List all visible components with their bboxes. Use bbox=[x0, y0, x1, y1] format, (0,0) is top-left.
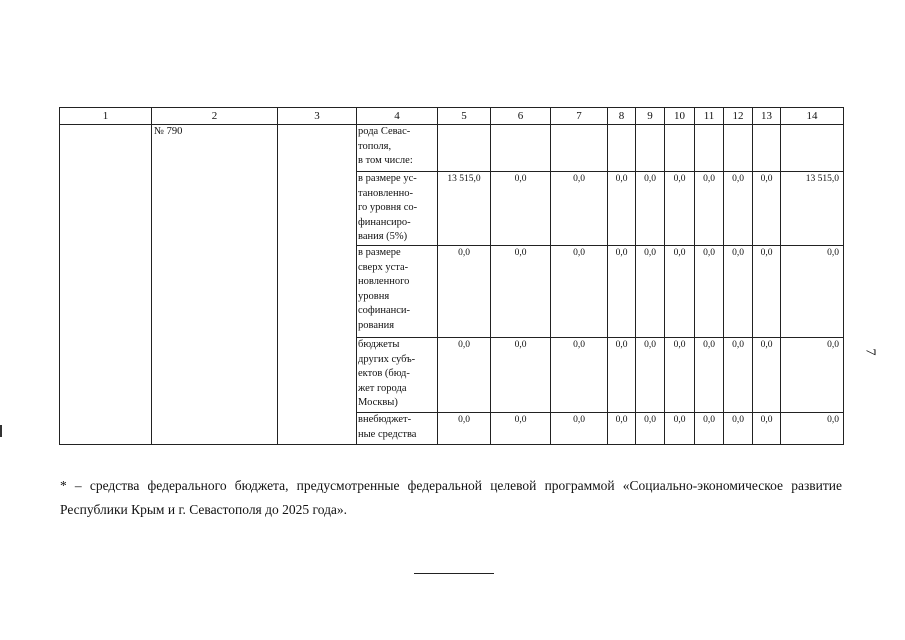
table-header-row bbox=[60, 108, 844, 125]
value-cell: 0,0 bbox=[695, 246, 724, 338]
separator-line bbox=[414, 573, 494, 574]
row-desc-cell: в размере сверх уста- новленного уровня софинанси- рования bbox=[357, 246, 438, 338]
value-cell: 0,0 bbox=[781, 338, 844, 413]
value-cell: 0,0 bbox=[551, 338, 608, 413]
header-cell: 2 bbox=[152, 108, 278, 125]
header-cell: 12 bbox=[724, 108, 753, 125]
value-cell: 0,0 bbox=[665, 172, 695, 246]
row-desc-cell: бюджеты других субъ- ектов (бюд- жет города Москвы) bbox=[357, 338, 438, 413]
header-cell: 3 bbox=[278, 108, 357, 125]
row-desc-cell: в размере ус- тановленно- го уровня со- финансиро- вания (5%) bbox=[357, 172, 438, 246]
value-cell: 0,0 bbox=[753, 246, 781, 338]
value-cell: 0,0 bbox=[636, 338, 665, 413]
header-cell: 7 bbox=[551, 108, 608, 125]
value-cell: 0,0 bbox=[724, 413, 753, 445]
value-cell: 0,0 bbox=[491, 338, 551, 413]
budget-table bbox=[59, 107, 844, 445]
value-cell: 0,0 bbox=[695, 338, 724, 413]
header-cell: 8 bbox=[608, 108, 636, 125]
value-cell: 0,0 bbox=[724, 246, 753, 338]
desc-line: тополя, bbox=[358, 140, 392, 152]
value-cell: 0,0 bbox=[695, 172, 724, 246]
value-cell: 0,0 bbox=[438, 246, 491, 338]
header-cell: 5 bbox=[438, 108, 491, 125]
value-cell: 0,0 bbox=[551, 246, 608, 338]
value-cell: 0,0 bbox=[724, 338, 753, 413]
row-desc-cell: внебюджет- ные средства bbox=[357, 413, 438, 445]
footnote: * – средства федерального бюджета, предусмотренные федеральной целевой программой «Социально-экономическое развитие Республики Крым и г. Севастополя до 2025 года». bbox=[60, 478, 842, 517]
col3-cell bbox=[278, 125, 357, 445]
value-cell: 0,0 bbox=[636, 413, 665, 445]
header-cell: 1 bbox=[60, 108, 152, 125]
value-cell: 0,0 bbox=[608, 172, 636, 246]
header-cell: 6 bbox=[491, 108, 551, 125]
value-cell: 0,0 bbox=[695, 413, 724, 445]
value-cell: 0,0 bbox=[665, 413, 695, 445]
value-cell: 0,0 bbox=[724, 172, 753, 246]
value-cell: 0,0 bbox=[551, 172, 608, 246]
header-cell: 14 bbox=[781, 108, 844, 125]
value-cell: 0,0 bbox=[636, 172, 665, 246]
header-cell: 4 bbox=[357, 108, 438, 125]
header-cell: 13 bbox=[753, 108, 781, 125]
value-cell: 13 515,0 bbox=[438, 172, 491, 246]
col1-cell bbox=[60, 125, 152, 445]
page-number: 7 bbox=[862, 348, 878, 356]
desc-line: в том числе: bbox=[358, 155, 413, 166]
value-cell: 0,0 bbox=[753, 413, 781, 445]
value-cell: 0,0 bbox=[491, 172, 551, 246]
value-cell: 0,0 bbox=[753, 338, 781, 413]
value-cell: 13 515,0 bbox=[781, 172, 844, 246]
value-cell: 0,0 bbox=[438, 413, 491, 445]
value-cell: 0,0 bbox=[608, 246, 636, 338]
value-cell: 0,0 bbox=[608, 338, 636, 413]
measure-ref-cell: № 790 bbox=[152, 125, 278, 445]
value-cell: 0,0 bbox=[665, 246, 695, 338]
value-cell: 0,0 bbox=[781, 413, 844, 445]
value-cell: 0,0 bbox=[753, 172, 781, 246]
header-cell: 10 bbox=[665, 108, 695, 125]
value-cell: 0,0 bbox=[781, 246, 844, 338]
value-cell: 0,0 bbox=[491, 413, 551, 445]
value-cell: 0,0 bbox=[438, 338, 491, 413]
header-cell: 9 bbox=[636, 108, 665, 125]
table-row bbox=[60, 125, 844, 172]
value-cell: 0,0 bbox=[551, 413, 608, 445]
row-desc-cell bbox=[357, 125, 438, 172]
header-cell: 11 bbox=[695, 108, 724, 125]
value-cell: 0,0 bbox=[608, 413, 636, 445]
desc-line: рода Севас- bbox=[358, 126, 411, 137]
value-cell: 0,0 bbox=[665, 338, 695, 413]
value-cell: 0,0 bbox=[636, 246, 665, 338]
scan-edge-mark bbox=[0, 425, 2, 437]
value-cell: 0,0 bbox=[491, 246, 551, 338]
